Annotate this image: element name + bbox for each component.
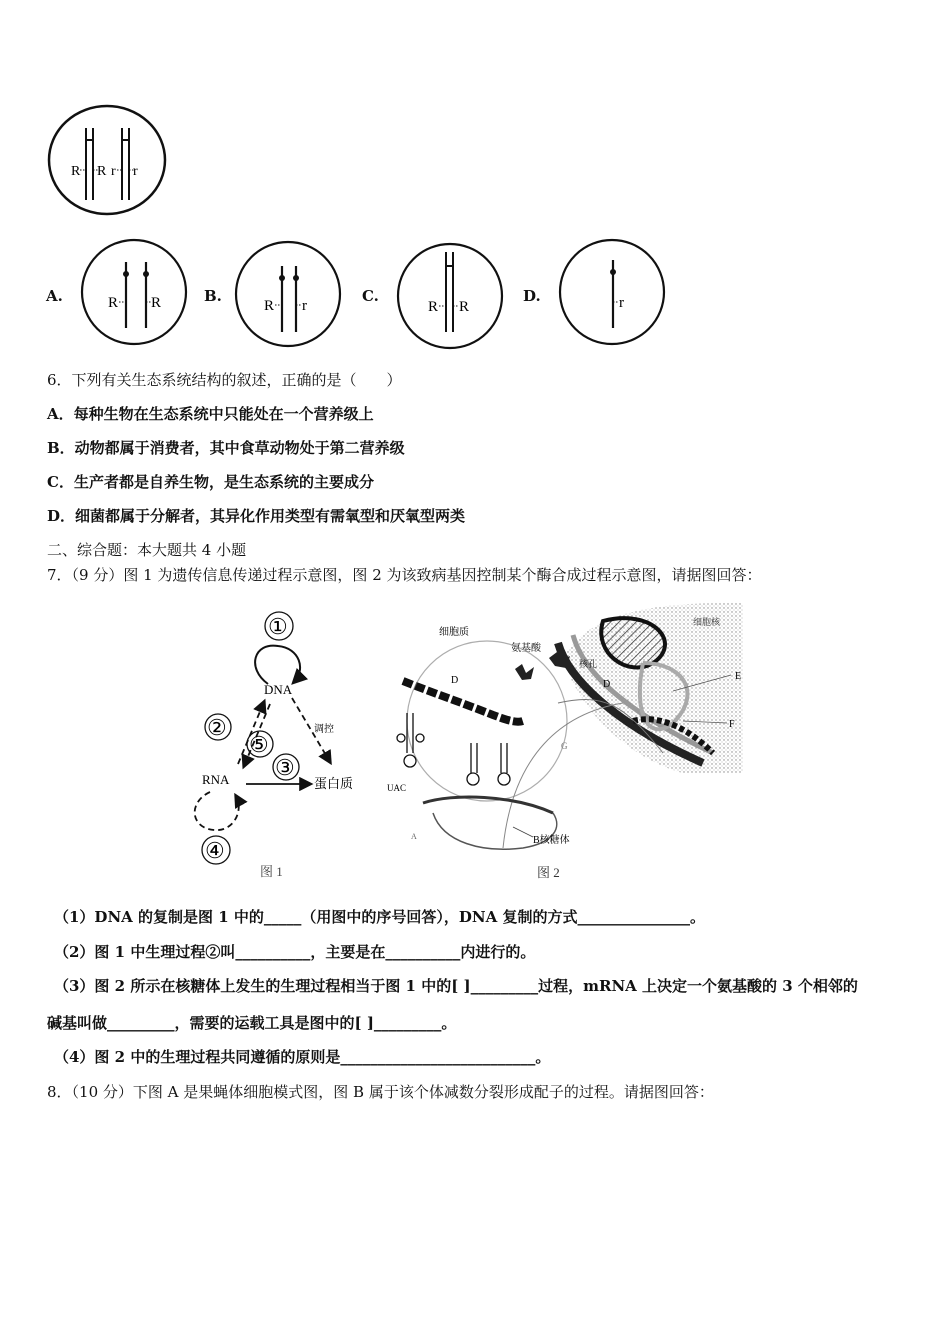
fig1-protein: 蛋白质 <box>314 776 354 791</box>
fig1-num-5: ⑤ <box>249 732 269 757</box>
q6-choice-c: C．生产者都是自养生物，是生态系统的主要成分 <box>47 473 374 491</box>
option-a-label: A. <box>46 287 63 305</box>
q7-sub1: （1）DNA 的复制是图 1 中的_____（用图中的序号回答），DNA 复制的方式_______________。 <box>54 908 705 926</box>
fig1-num-3: ③ <box>275 755 295 780</box>
option-b-gene-2: r <box>302 298 307 314</box>
fig2-label-f: F <box>729 719 735 730</box>
top-gene-3: r <box>111 164 116 179</box>
fig2-amino-acid: 氨基酸 <box>511 643 541 654</box>
fig1-rna: RNA <box>202 772 230 787</box>
fig2-ribosome: B核糖体 <box>533 835 570 846</box>
q6-stem: 6．下列有关生态系统结构的叙述，正确的是（ ） <box>47 371 402 389</box>
fig1-num-4: ④ <box>205 838 225 863</box>
option-c-cell <box>394 240 506 352</box>
option-c-gene-2: R <box>459 299 470 315</box>
top-cell-diagram <box>44 100 174 220</box>
fig1-dna: DNA <box>264 682 293 697</box>
option-c-label: C. <box>362 287 379 305</box>
q7-sub3a: （3）图 2 所示在核糖体上发生的生理过程相当于图 1 中的[ ]_________过程，mRNA 上决定一个氨基酸的 3 个相邻的 <box>54 977 858 995</box>
q7-sub3b: 碱基叫做_________，需要的运载工具是图中的[ ]_________。 <box>47 1014 457 1032</box>
fig2-caption: 图 2 <box>537 865 560 880</box>
fig1-caption: 图 1 <box>260 864 283 879</box>
fig1-regulate: 调控 <box>314 724 334 735</box>
option-d-label: D. <box>523 287 541 305</box>
option-b-gene-1: R <box>264 298 275 314</box>
fig1-num-2: ② <box>207 715 227 740</box>
fig2-label-d: D <box>451 675 459 686</box>
q7-figure-2 <box>383 603 753 888</box>
top-gene-4: r <box>133 164 138 179</box>
q7-figure-1 <box>188 606 388 886</box>
fig2-label-e: E <box>735 671 742 682</box>
q6-choice-b: B．动物都属于消费者，其中食草动物处于第二营养级 <box>47 439 405 457</box>
top-gene-2: R <box>97 164 107 179</box>
option-d-cell <box>556 236 668 348</box>
top-gene-1: R <box>71 164 81 179</box>
option-d-gene-1: r <box>619 295 624 311</box>
fig2-nucleus: 细胞核 <box>693 617 721 627</box>
option-c-gene-1: R <box>428 299 439 315</box>
fig2-label-d2: D <box>603 679 611 690</box>
option-a-gene-1: R <box>108 295 119 311</box>
fig2-uac: UAC <box>387 783 407 793</box>
fig2-pore: 核孔 <box>579 659 598 669</box>
q8-stem: 8．（10 分）下图 A 是果蝇体细胞模式图，图 B 属于该个体减数分裂形成配子的过程。请据图回答： <box>47 1083 714 1101</box>
q7-sub4: （4）图 2 中的生理过程共同遵循的原则是__________________________。 <box>54 1048 551 1066</box>
option-b-label: B. <box>204 287 222 305</box>
q7-stem: 7．（9 分）图 1 为遗传信息传递过程示意图，图 2 为该致病基因控制某个酶合成过程示意图，请据图回答： <box>47 566 762 584</box>
fig2-a: A <box>411 832 417 841</box>
fig2-cytoplasm: 细胞质 <box>439 627 469 638</box>
option-a-gene-2: R <box>151 295 162 311</box>
q7-sub2: （2）图 1 中生理过程②叫__________，主要是在__________内进行的。 <box>54 943 536 961</box>
fig1-num-1: ① <box>268 614 288 639</box>
q6-choice-d: D．细菌都属于分解者，其异化作用类型有需氧型和厌氧型两类 <box>47 507 466 525</box>
section2-heading: 二、综合题：本大题共 4 小题 <box>47 541 247 559</box>
fig2-label-g: G <box>561 741 568 751</box>
q6-choice-a: A．每种生物在生态系统中只能处在一个营养级上 <box>47 405 374 423</box>
option-b-cell <box>232 238 344 350</box>
option-a-cell <box>78 236 190 348</box>
